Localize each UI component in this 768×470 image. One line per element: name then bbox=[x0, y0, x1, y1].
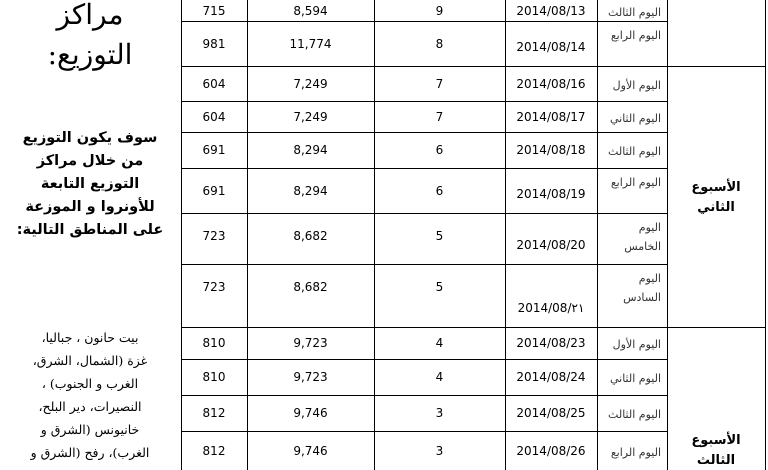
cell-date: 2014/08/18 bbox=[516, 143, 586, 157]
cell-count-c: 4 bbox=[435, 370, 444, 384]
cell-day-label: اليوم الثالث bbox=[608, 6, 661, 19]
notes-areas-line: بيت حانون ، جباليا، bbox=[41, 330, 139, 345]
cell-date: 2014/08/14 bbox=[516, 40, 586, 54]
notes-intro-line: للأونروا و الموزعة bbox=[25, 199, 155, 215]
cell-count-c: 6 bbox=[435, 184, 444, 198]
cell-count-c: 7 bbox=[435, 77, 444, 91]
week-label: الثاني bbox=[697, 200, 735, 215]
cell-count-c: 7 bbox=[435, 110, 444, 124]
cell-count-b: 8,294 bbox=[293, 143, 328, 157]
week-label: الأسبوع bbox=[691, 433, 741, 448]
notes-heading: مراكز bbox=[56, 0, 124, 31]
row-separator-line bbox=[181, 168, 668, 169]
column-divider bbox=[667, 0, 668, 470]
cell-count-c: 4 bbox=[435, 336, 444, 350]
notes-intro-line: سوف يكون التوزيع bbox=[22, 130, 158, 146]
cell-date: 2014/08/16 bbox=[516, 77, 586, 91]
week-separator-line bbox=[181, 327, 766, 328]
cell-count-b: 9,746 bbox=[293, 444, 328, 458]
week-label: الثالث bbox=[696, 453, 736, 468]
cell-count-a: 981 bbox=[202, 37, 226, 51]
cell-count-a: 604 bbox=[202, 77, 226, 91]
cell-day-label: اليوم bbox=[638, 272, 661, 285]
cell-count-a: 723 bbox=[202, 280, 226, 294]
cell-date: 2014/08/٢١ bbox=[517, 301, 585, 315]
cell-count-b: 7,249 bbox=[293, 77, 328, 91]
cell-day-label: اليوم الأول bbox=[612, 338, 661, 351]
cell-date: 2014/08/24 bbox=[516, 370, 586, 384]
row-separator-line bbox=[181, 431, 668, 432]
column-divider bbox=[505, 0, 506, 470]
cell-count-c: 3 bbox=[435, 406, 444, 420]
cell-count-b: 9,723 bbox=[293, 336, 328, 350]
cell-count-b: 8,682 bbox=[293, 229, 328, 243]
cell-day-label: اليوم الثاني bbox=[609, 372, 661, 385]
cell-count-c: 5 bbox=[435, 229, 444, 243]
cell-day-label: الخامس bbox=[624, 240, 661, 253]
cell-date: 2014/08/20 bbox=[516, 238, 586, 252]
cell-count-a: 723 bbox=[202, 229, 226, 243]
cell-count-b: 8,294 bbox=[293, 184, 328, 198]
cell-day-label: اليوم الثالث bbox=[608, 145, 661, 158]
notes-areas-line: النصيرات، دير البلح، bbox=[38, 399, 142, 414]
cell-day-label: اليوم bbox=[638, 221, 661, 234]
cell-date: 2014/08/26 bbox=[516, 444, 586, 458]
cell-count-c: 9 bbox=[435, 4, 444, 18]
cell-day-label: اليوم الثالث bbox=[608, 408, 661, 421]
row-separator-line bbox=[181, 264, 668, 265]
cell-count-a: 691 bbox=[202, 184, 226, 198]
cell-count-a: 691 bbox=[202, 143, 226, 157]
notes-intro-line: التوزيع التابعة bbox=[40, 176, 140, 192]
cell-count-a: 810 bbox=[202, 370, 226, 384]
cell-count-b: 9,746 bbox=[293, 406, 328, 420]
cell-day-label: اليوم الأول bbox=[612, 79, 661, 92]
cell-count-c: 6 bbox=[435, 143, 444, 157]
notes-intro-line: على المناطق التالية: bbox=[16, 222, 164, 238]
week-label: الأسبوع bbox=[691, 180, 741, 195]
cell-count-c: 5 bbox=[435, 280, 444, 294]
column-divider bbox=[597, 0, 598, 470]
row-separator-line bbox=[181, 132, 668, 133]
row-separator-line bbox=[181, 395, 668, 396]
cell-count-a: 810 bbox=[202, 336, 226, 350]
cell-day-label: اليوم الرابع bbox=[610, 446, 661, 459]
notes-areas-line: خانيونس (الشرق و bbox=[40, 422, 140, 437]
cell-day-label: اليوم الرابع bbox=[610, 176, 661, 189]
cell-count-b: 11,774 bbox=[289, 37, 332, 51]
cell-date: 2014/08/19 bbox=[516, 187, 586, 201]
cell-count-b: 8,682 bbox=[293, 280, 328, 294]
row-separator-line bbox=[181, 359, 668, 360]
table-right-border bbox=[765, 0, 766, 470]
notes-intro-line: من خلال مراكز bbox=[36, 153, 144, 169]
notes-areas-line: الغرب و الجنوب) ، bbox=[41, 376, 139, 391]
row-separator-line bbox=[181, 21, 668, 22]
cell-count-c: 3 bbox=[435, 444, 444, 458]
cell-day-label: اليوم الثاني bbox=[609, 112, 661, 125]
cell-count-a: 715 bbox=[202, 4, 226, 18]
cell-count-b: 9,723 bbox=[293, 370, 328, 384]
cell-count-a: 604 bbox=[202, 110, 226, 124]
cell-date: 2014/08/13 bbox=[516, 4, 586, 18]
cell-count-a: 812 bbox=[202, 444, 226, 458]
row-separator-line bbox=[181, 213, 668, 214]
cell-date: 2014/08/23 bbox=[516, 336, 586, 350]
cell-date: 2014/08/25 bbox=[516, 406, 586, 420]
week-separator-line bbox=[181, 66, 766, 67]
notes-areas-line: الغرب)، رفح (الشرق و bbox=[30, 445, 150, 460]
row-separator-line bbox=[181, 101, 668, 102]
cell-count-b: 7,249 bbox=[293, 110, 328, 124]
notes-heading: التوزيع: bbox=[47, 38, 133, 71]
cell-date: 2014/08/17 bbox=[516, 110, 586, 124]
notes-areas-line: غزة (الشمال، الشرق، bbox=[32, 353, 148, 368]
cell-count-b: 8,594 bbox=[293, 4, 328, 18]
cell-count-a: 812 bbox=[202, 406, 226, 420]
cell-day-label: اليوم الرابع bbox=[610, 29, 661, 42]
cell-day-label: السادس bbox=[623, 291, 661, 304]
cell-count-c: 8 bbox=[435, 37, 444, 51]
